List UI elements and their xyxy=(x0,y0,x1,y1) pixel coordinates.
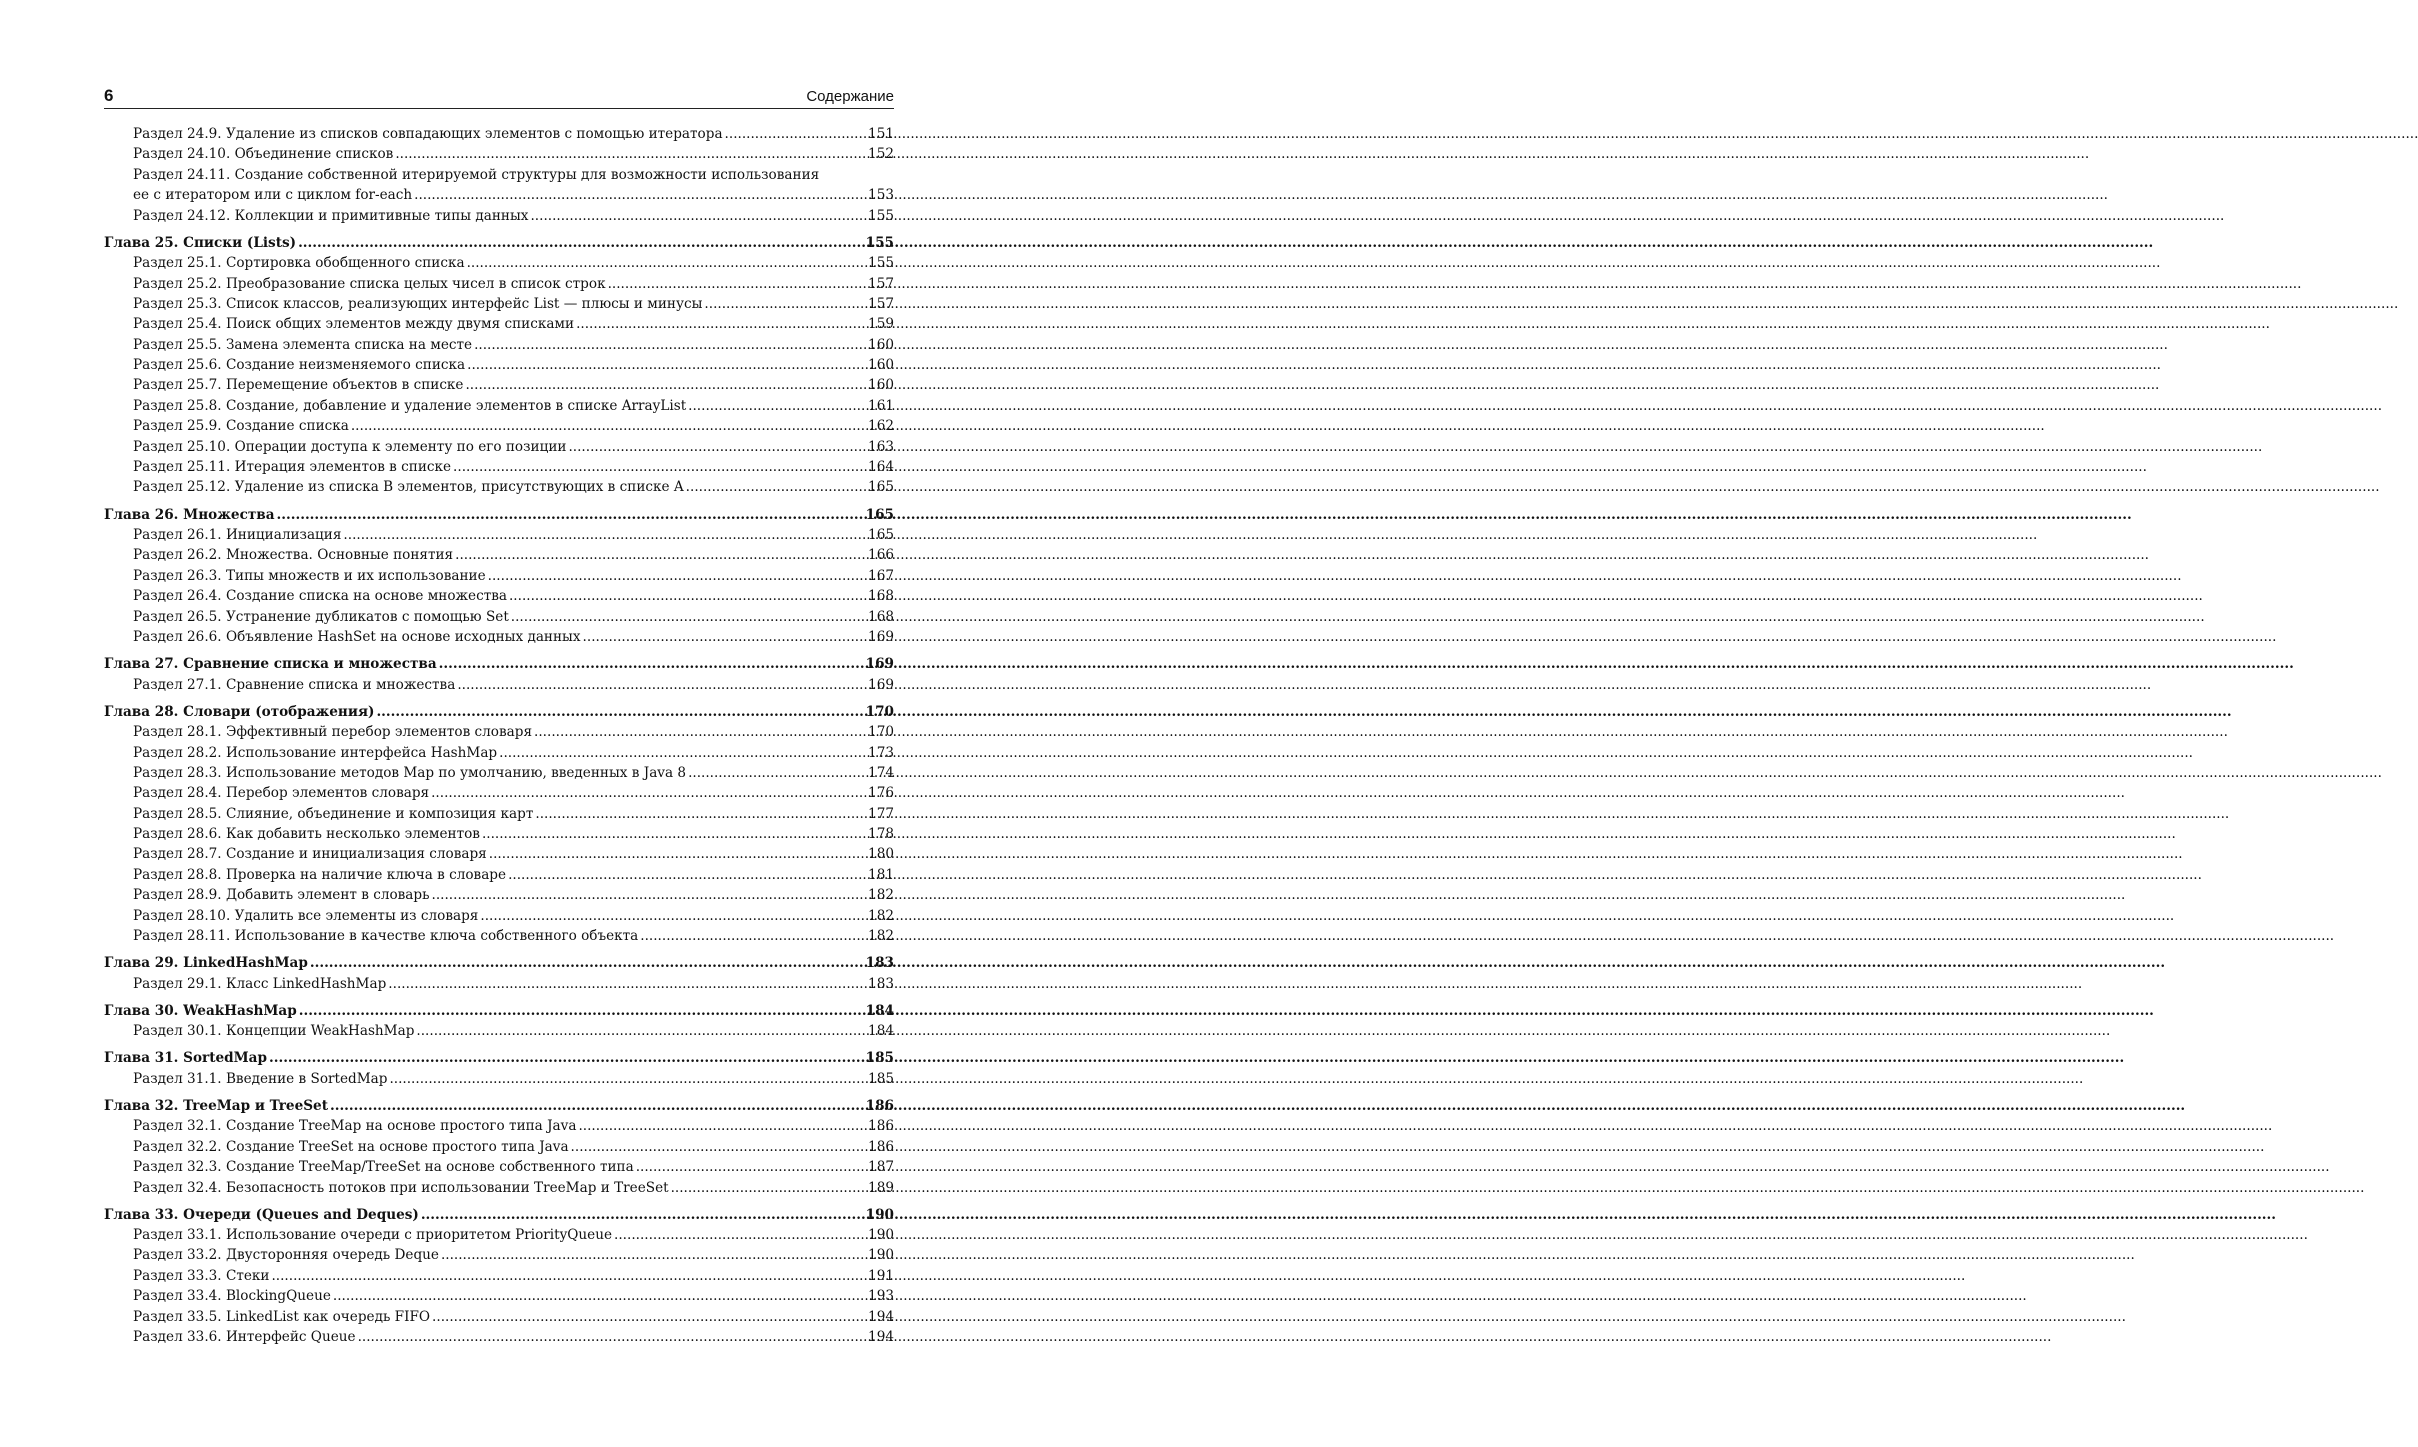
toc-section-entry xyxy=(104,253,894,273)
toc-section-entry xyxy=(104,824,894,844)
toc-page-number: 191 xyxy=(868,1267,894,1284)
toc-section-entry xyxy=(104,675,894,695)
toc-page-number: 180 xyxy=(868,846,894,863)
toc-entry-label: Раздел 25.3. Список классов, реализующих интерфейс List — плюсы и минусы xyxy=(133,295,703,312)
toc-entry-label: Раздел 25.4. Поиск общих элементов между двумя списками xyxy=(133,316,575,333)
dot-leader xyxy=(457,675,866,695)
toc-section-entry xyxy=(104,804,894,824)
toc-entry-label: Раздел 33.1. Использование очереди с приоритетом PriorityQueue xyxy=(133,1227,613,1244)
dot-leader xyxy=(704,294,866,314)
toc-entry-label: Раздел 30.1. Концепции WeakHashMap xyxy=(133,1023,415,1040)
dot-leader xyxy=(474,335,866,355)
toc-entry-label: Раздел 26.6. Объявление HashSet на основе исходных данных xyxy=(133,628,581,645)
toc-page-number: 169 xyxy=(865,656,894,673)
toc-entry-label: Раздел 25.1. Сортировка обобщенного списка xyxy=(133,255,465,272)
toc-entry-label: Раздел 32.4. Безопасность потоков при использовании TreeMap и TreeSet xyxy=(133,1179,669,1196)
toc-page-number: 193 xyxy=(868,1288,894,1305)
toc-entry-label: Раздел 28.4. Перебор элементов словаря xyxy=(133,785,430,802)
dot-leader xyxy=(608,274,866,294)
toc-page-number: 176 xyxy=(868,785,894,802)
toc-section-entry xyxy=(104,783,894,803)
toc-page-number: 160 xyxy=(868,377,894,394)
dot-leader xyxy=(432,1307,866,1327)
toc-section-entry xyxy=(104,974,894,994)
toc-page-number: 157 xyxy=(868,275,894,292)
toc-section-entry xyxy=(104,607,894,627)
dot-leader xyxy=(395,144,866,164)
toc-entry-label: Раздел 32.2. Создание TreeSet на основе простого типа Java xyxy=(133,1138,569,1155)
toc-entry-label: Раздел 32.1. Создание TreeMap на основе простого типа Java xyxy=(133,1118,577,1135)
toc-chapter-entry xyxy=(104,1205,894,1225)
dot-leader xyxy=(583,627,866,647)
dot-leader xyxy=(636,1157,866,1177)
running-head: Содержание xyxy=(806,88,894,105)
toc-section-entry xyxy=(104,355,894,375)
dot-leader xyxy=(671,1178,866,1198)
toc-entry-label: Раздел 28.9. Добавить элемент в словарь xyxy=(133,887,430,904)
dot-leader xyxy=(535,804,866,824)
toc-section-entry xyxy=(104,457,894,477)
toc-section-entry xyxy=(104,375,894,395)
dot-leader xyxy=(299,1001,864,1021)
toc-entry-label: Раздел 33.6. Интерфейс Queue xyxy=(133,1329,356,1346)
toc-page-number: 160 xyxy=(868,357,894,374)
toc-page-number: 168 xyxy=(868,588,894,605)
toc-page-number: 160 xyxy=(868,336,894,353)
toc-section-entry xyxy=(104,124,894,144)
toc-page-number: 184 xyxy=(868,1023,894,1040)
toc-entry-label: Глава 29. LinkedHashMap xyxy=(104,955,308,972)
toc-page-number: 173 xyxy=(868,744,894,761)
dot-leader xyxy=(439,654,864,674)
dot-leader xyxy=(467,355,866,375)
toc-entry-label: Раздел 28.10. Удалить все элементы из словаря xyxy=(133,907,479,924)
toc-page-number: 194 xyxy=(868,1308,894,1325)
toc-page-number: 169 xyxy=(868,676,894,693)
dot-leader xyxy=(578,1116,866,1136)
toc-entry-label-line1: Раздел 24.11. Создание собственной итерируемой структуры для возможности использования xyxy=(133,166,820,183)
toc-entry-label: Раздел 33.4. BlockingQueue xyxy=(133,1288,331,1305)
toc-entry-label: Раздел 28.7. Создание и инициализация словаря xyxy=(133,846,487,863)
toc-entry-label: Раздел 25.5. Замена элемента списка на месте xyxy=(133,336,473,353)
dot-leader xyxy=(465,375,866,395)
dot-leader xyxy=(310,953,864,973)
dot-leader xyxy=(277,505,864,525)
toc-entry-label: Раздел 25.9. Создание списка xyxy=(133,418,349,435)
toc-entry-label-line2: ее с итератором или с циклом for-each xyxy=(133,187,413,204)
toc-section-entry xyxy=(104,1266,894,1286)
toc-page-number: 186 xyxy=(868,1138,894,1155)
toc-entry-continuation xyxy=(133,185,894,205)
toc-entry-label: Раздел 25.12. Удаление из списка B элементов, присутствующих в списке A xyxy=(133,479,684,496)
dot-leader xyxy=(530,206,866,226)
toc-page-number: 174 xyxy=(868,764,894,781)
toc-page-number: 170 xyxy=(868,724,894,741)
dot-leader xyxy=(725,124,866,144)
dot-leader xyxy=(576,314,866,334)
toc-entry-label: Раздел 26.1. Инициализация xyxy=(133,527,342,544)
dot-leader xyxy=(688,763,866,783)
toc-page-number: 157 xyxy=(868,295,894,312)
page-header xyxy=(104,86,894,109)
dot-leader xyxy=(508,865,866,885)
toc-entry-label: Раздел 28.3. Использование методов Map по умолчанию, введенных в Java 8 xyxy=(133,764,687,781)
toc-entry-label: Раздел 28.1. Эффективный перебор элементов словаря xyxy=(133,724,533,741)
dot-leader xyxy=(640,926,866,946)
toc-page-number: 165 xyxy=(865,506,894,523)
toc-entry-label: Глава 28. Словари (отображения) xyxy=(104,703,375,720)
toc-page-number: 165 xyxy=(868,527,894,544)
toc-page-number: 151 xyxy=(868,126,894,142)
dot-leader xyxy=(534,722,866,742)
toc-page-number: 170 xyxy=(865,703,894,720)
toc-section-entry xyxy=(104,743,894,763)
toc-chapter-entry xyxy=(104,1096,894,1116)
toc-page-number: 190 xyxy=(865,1206,894,1223)
toc-page-number: 177 xyxy=(868,805,894,822)
toc-page-number: 159 xyxy=(868,316,894,333)
toc-chapter-entry xyxy=(104,233,894,253)
dot-leader xyxy=(343,525,866,545)
toc-page-number: 183 xyxy=(865,955,894,972)
toc-entry-label: Раздел 33.3. Стеки xyxy=(133,1267,270,1284)
toc-section-entry xyxy=(104,525,894,545)
toc-page-number: 182 xyxy=(868,907,894,924)
toc-entry-label: Глава 25. Списки (Lists) xyxy=(104,234,297,251)
toc-section-entry xyxy=(104,1069,894,1089)
toc-entry-label: Раздел 32.3. Создание TreeMap/TreeSet на основе собственного типа xyxy=(133,1159,634,1176)
toc-section-entry xyxy=(104,206,894,226)
toc-section-entry xyxy=(104,294,894,314)
dot-leader xyxy=(441,1245,866,1265)
dot-leader xyxy=(686,477,866,497)
toc-entry-label: Раздел 28.8. Проверка на наличие ключа в словаре xyxy=(133,866,507,883)
toc-section-entry xyxy=(104,926,894,946)
toc-section-entry xyxy=(104,1021,894,1041)
toc-page-number: 184 xyxy=(865,1002,894,1019)
dot-leader xyxy=(509,586,866,606)
dot-leader xyxy=(571,1137,866,1157)
dot-leader xyxy=(271,1266,866,1286)
toc-page-number: 182 xyxy=(868,928,894,945)
toc-page-number: 181 xyxy=(868,866,894,883)
toc-entry-label: Раздел 26.3. Типы множеств и их использование xyxy=(133,567,486,584)
toc-page-number: 194 xyxy=(868,1329,894,1346)
toc-section-entry xyxy=(104,906,894,926)
dot-leader xyxy=(333,1286,866,1306)
dot-leader xyxy=(414,185,866,205)
dot-leader xyxy=(511,607,866,627)
toc-section-entry xyxy=(104,566,894,586)
toc-entry-label: Раздел 25.11. Итерация элементов в списке xyxy=(133,459,452,476)
toc-entry-label: Раздел 28.2. Использование интерфейса HashMap xyxy=(133,744,498,761)
toc-page-number: 152 xyxy=(868,146,894,163)
toc-section-entry xyxy=(104,627,894,647)
toc-page-number: 155 xyxy=(865,234,894,251)
toc-page-number: 167 xyxy=(868,567,894,584)
toc-section-entry xyxy=(104,477,894,497)
toc-section-entry xyxy=(104,586,894,606)
dot-leader xyxy=(431,783,866,803)
table-of-contents xyxy=(104,124,894,1347)
toc-page-number: 185 xyxy=(865,1050,894,1067)
toc-page-number: 190 xyxy=(868,1247,894,1264)
toc-entry-label: Раздел 33.2. Двусторонняя очередь Deque xyxy=(133,1247,439,1264)
toc-section-entry xyxy=(104,314,894,334)
toc-entry-label: Раздел 24.9. Удаление из списков совпадающих элементов с помощью итератора xyxy=(133,126,723,142)
dot-leader xyxy=(388,974,866,994)
toc-section-entry xyxy=(104,165,894,206)
toc-entry-label: Раздел 25.6. Создание неизменяемого списка xyxy=(133,357,466,374)
toc-page-number: 169 xyxy=(868,628,894,645)
toc-entry-label: Раздел 24.12. Коллекции и примитивные типы данных xyxy=(133,207,529,224)
toc-entry-label: Раздел 25.2. Преобразование списка целых чисел в список строк xyxy=(133,275,606,292)
dot-leader xyxy=(416,1021,866,1041)
toc-section-entry xyxy=(104,1116,894,1136)
toc-page-number: 164 xyxy=(868,459,894,476)
toc-entry-label: Раздел 26.5. Устранение дубликатов с помощью Set xyxy=(133,608,509,625)
toc-entry-label: Раздел 24.10. Объединение списков xyxy=(133,146,394,163)
toc-page-number: 161 xyxy=(868,397,894,414)
dot-leader xyxy=(688,396,866,416)
dot-leader xyxy=(467,253,866,273)
toc-entry-label: Глава 33. Очереди (Queues and Deques) xyxy=(104,1206,419,1223)
toc-entry-label: Раздел 25.8. Создание, добавление и удаление элементов в списке ArrayList xyxy=(133,397,687,414)
toc-page-number: 186 xyxy=(868,1118,894,1135)
toc-page-number: 183 xyxy=(868,975,894,992)
toc-page-number: 155 xyxy=(868,207,894,224)
toc-section-entry xyxy=(104,844,894,864)
dot-leader xyxy=(421,1205,864,1225)
toc-section-entry xyxy=(104,144,894,164)
toc-entry-label: Раздел 31.1. Введение в SortedMap xyxy=(133,1070,388,1087)
toc-section-entry xyxy=(104,1178,894,1198)
dot-leader xyxy=(358,1327,866,1347)
toc-entry-label: Раздел 28.11. Использование в качестве ключа собственного объекта xyxy=(133,928,639,945)
toc-section-entry xyxy=(104,1286,894,1306)
toc-entry-label: Раздел 29.1. Класс LinkedHashMap xyxy=(133,975,387,992)
dot-leader xyxy=(482,824,866,844)
dot-leader xyxy=(480,906,866,926)
toc-entry-label: Раздел 28.5. Слияние, объединение и композиция карт xyxy=(133,805,534,822)
toc-page-number: 168 xyxy=(868,608,894,625)
dot-leader xyxy=(489,844,866,864)
toc-page-number: 186 xyxy=(865,1097,894,1114)
toc-entry-label: Глава 27. Сравнение списка и множества xyxy=(104,656,437,673)
toc-section-entry xyxy=(104,1327,894,1347)
toc-section-entry xyxy=(104,1225,894,1245)
toc-entry-label: Раздел 26.4. Создание списка на основе множества xyxy=(133,588,507,605)
toc-entry-label: Глава 26. Множества xyxy=(104,506,275,523)
toc-section-entry xyxy=(104,1307,894,1327)
toc-entry-label: Глава 32. TreeMap и TreeSet xyxy=(104,1097,328,1114)
toc-page-number: 178 xyxy=(868,826,894,843)
dot-leader xyxy=(453,457,866,477)
toc-section-entry xyxy=(104,865,894,885)
toc-section-entry xyxy=(104,722,894,742)
toc-entry-label: Раздел 33.5. LinkedList как очередь FIFO xyxy=(133,1308,431,1325)
toc-entry-label: Раздел 26.2. Множества. Основные понятия xyxy=(133,547,454,564)
toc-chapter-entry xyxy=(104,654,894,674)
toc-chapter-entry xyxy=(104,1048,894,1068)
toc-entry-label: Раздел 27.1. Сравнение списка и множества xyxy=(133,676,456,693)
toc-section-entry xyxy=(104,763,894,783)
toc-page-number: 190 xyxy=(868,1227,894,1244)
toc-page-number: 165 xyxy=(868,479,894,496)
dot-leader xyxy=(389,1069,866,1089)
toc-page-number: 189 xyxy=(868,1179,894,1196)
toc-page-number: 155 xyxy=(868,255,894,272)
toc-section-entry xyxy=(104,335,894,355)
toc-entry-label: Раздел 25.7. Перемещение объектов в списке xyxy=(133,377,464,394)
toc-section-entry xyxy=(104,885,894,905)
toc-entry-label: Раздел 28.6. Как добавить несколько элементов xyxy=(133,826,480,843)
toc-section-entry xyxy=(104,1245,894,1265)
toc-entry-label: Раздел 25.10. Операции доступа к элементу по его позиции xyxy=(133,438,567,455)
toc-page-number: 187 xyxy=(868,1159,894,1176)
toc-entry-label: Глава 30. WeakHashMap xyxy=(104,1002,297,1019)
toc-page-number: 162 xyxy=(868,418,894,435)
toc-section-entry xyxy=(104,1137,894,1157)
toc-section-entry xyxy=(104,396,894,416)
toc-chapter-entry xyxy=(104,505,894,525)
toc-chapter-entry xyxy=(104,1001,894,1021)
toc-page-number: 166 xyxy=(868,547,894,564)
dot-leader xyxy=(455,545,866,565)
dot-leader xyxy=(499,743,866,763)
page-number: 6 xyxy=(104,86,114,105)
dot-leader xyxy=(330,1096,864,1116)
dot-leader xyxy=(376,702,863,722)
toc-section-entry xyxy=(104,437,894,457)
dot-leader xyxy=(298,233,864,253)
dot-leader xyxy=(432,885,866,905)
toc-section-entry xyxy=(104,416,894,436)
toc-section-entry xyxy=(104,1157,894,1177)
toc-chapter-entry xyxy=(104,702,894,722)
toc-section-entry xyxy=(104,545,894,565)
toc-chapter-entry xyxy=(104,953,894,973)
dot-leader xyxy=(488,566,866,586)
dot-leader xyxy=(269,1048,864,1068)
toc-entry-label: Глава 31. SortedMap xyxy=(104,1050,267,1067)
toc-section-entry xyxy=(104,274,894,294)
toc-page-number: 163 xyxy=(868,438,894,455)
dot-leader xyxy=(614,1225,866,1245)
dot-leader xyxy=(351,416,866,436)
toc-page-number: 182 xyxy=(868,887,894,904)
toc-page-number: 185 xyxy=(868,1070,894,1087)
dot-leader xyxy=(568,437,866,457)
toc-page-number: 153 xyxy=(868,187,894,204)
